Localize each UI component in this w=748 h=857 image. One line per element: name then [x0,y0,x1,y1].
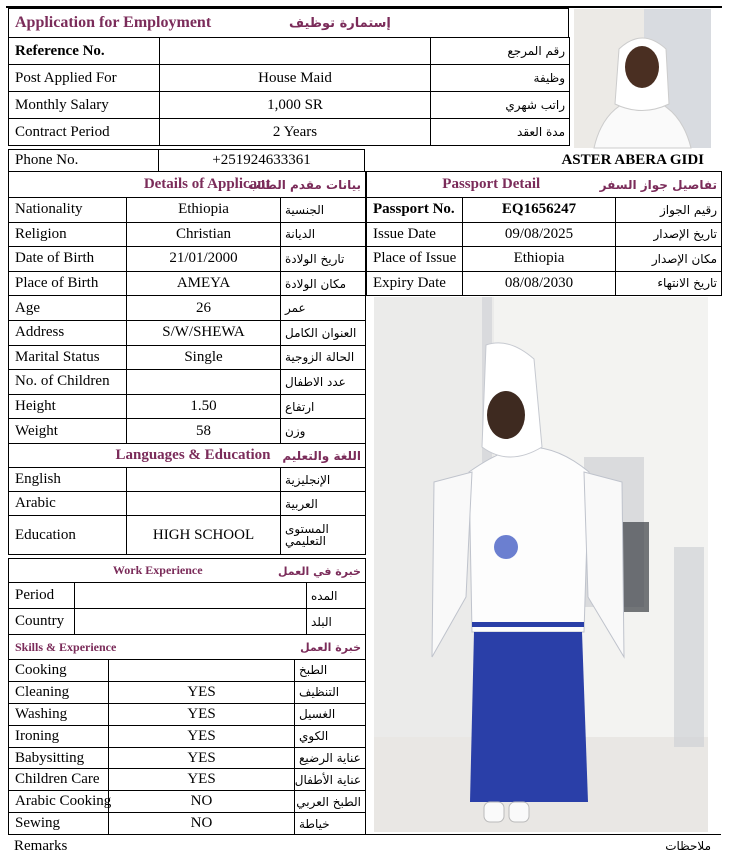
skills-row [9,681,366,703]
languages-label-ar: العربية [281,492,366,516]
details-label-ar: مكان الولادة [281,271,366,296]
applicant-photo-portrait [574,9,711,148]
details-value: Ethiopia [127,198,281,223]
skills-value: YES [109,769,295,791]
top-info-value: House Maid [160,65,431,92]
skills-label-ar: الطبخ [295,660,366,682]
passport-value: 09/08/2025 [463,222,616,247]
top-info-label: Post Applied For [9,65,160,92]
top-info-label-ar: رقم المرجع [431,38,570,65]
applicant-name: ASTER ABERA GIDI [561,152,704,168]
details-label: Place of Birth [9,271,127,296]
top-info-table [8,37,570,146]
passport-row [367,271,722,296]
skills-table [8,634,366,835]
work-row [9,609,366,635]
languages-value [127,492,281,516]
skills-value: YES [109,747,295,769]
header-title-en: Application for Employment [9,9,290,38]
details-value: AMEYA [127,271,281,296]
details-row [9,198,366,223]
languages-title-ar: اللغة والتعليم [281,444,366,468]
details-value [127,370,281,395]
details-label: Height [9,394,127,419]
skills-title-en: Skills & Experience [9,635,295,660]
details-row [9,271,366,296]
languages-label: Arabic [9,492,127,516]
passport-label: Place of Issue [367,247,463,272]
skills-value: NO [109,813,295,835]
skills-row [9,660,366,682]
remarks-row [8,834,721,856]
phone-table [8,149,365,172]
work-value [75,609,307,635]
passport-label-ar: مكان الإصدار [616,247,722,272]
top-info-value [160,38,431,65]
passport-label-ar: تاريخ الانتهاء [616,271,722,296]
details-label: Weight [9,419,127,444]
passport-row [367,222,722,247]
remarks-label-ar: ملاحظات [665,839,711,853]
top-info-label-ar: راتب شهري [431,92,570,119]
passport-label: Issue Date [367,222,463,247]
remarks-label: Remarks [14,838,68,854]
work-table [8,558,366,635]
details-value: Single [127,345,281,370]
skills-label: Ironing [9,725,109,747]
top-info-label: Contract Period [9,119,160,146]
phone-value: +251924633361 [159,150,365,172]
phone-label: Phone No. [9,150,159,172]
languages-value: HIGH SCHOOL [127,516,281,555]
details-label: Address [9,320,127,345]
languages-row [9,492,366,516]
details-value: 58 [127,419,281,444]
details-label: Nationality [9,198,127,223]
top-info-value: 2 Years [160,119,431,146]
passport-value: Ethiopia [463,247,616,272]
work-title-en: Work Experience [9,559,307,583]
top-info-label: Reference No. [9,38,160,65]
skills-row [9,791,366,813]
work-label: Period [9,583,75,609]
top-info-row [9,65,570,92]
skills-label: Cleaning [9,681,109,703]
skills-label-ar: الطبخ العربي [295,791,366,813]
details-table [8,171,366,444]
details-label-ar: تاريخ الولادة [281,247,366,272]
details-label: No. of Children [9,370,127,395]
skills-row [9,813,366,835]
details-row [9,222,366,247]
top-border [6,0,722,8]
details-row [9,370,366,395]
languages-label-ar: المستوى التعليمي [281,516,366,555]
skills-row [9,703,366,725]
top-info-label-ar: مدة العقد [431,119,570,146]
skills-label-ar: خياطة [295,813,366,835]
passport-title-en: Passport Detail [367,172,616,198]
work-label-ar: البلد [307,609,366,635]
skills-label: Sewing [9,813,109,835]
skills-row [9,747,366,769]
details-value: S/W/SHEWA [127,320,281,345]
details-label-ar: العنوان الكامل [281,320,366,345]
details-value: 26 [127,296,281,321]
details-label: Religion [9,222,127,247]
passport-label: Expiry Date [367,271,463,296]
languages-label: Education [9,516,127,555]
details-label-ar: وزن [281,419,366,444]
skills-label: Cooking [9,660,109,682]
details-value: Christian [127,222,281,247]
passport-label: Passport No. [367,198,463,223]
skills-value: YES [109,703,295,725]
details-label-ar: الحالة الزوجية [281,345,366,370]
details-label: Age [9,296,127,321]
work-row [9,583,366,609]
languages-label: English [9,468,127,492]
skills-value: YES [109,725,295,747]
skills-title-ar: خبرة العمل [295,635,366,660]
top-info-label: Monthly Salary [9,92,160,119]
details-row [9,394,366,419]
top-info-row [9,38,570,65]
skills-row [9,725,366,747]
work-value [75,583,307,609]
languages-row [9,468,366,492]
details-title-ar: بيانات مقدم الطلب [281,172,366,198]
header-table [8,8,569,38]
top-info-row [9,119,570,146]
passport-value: EQ1656247 [463,198,616,223]
passport-title-ar: تفاصيل جواز السفر [616,172,722,198]
skills-label: Arabic Cooking [9,791,109,813]
details-row [9,247,366,272]
languages-row [9,516,366,555]
top-info-label-ar: وظيفة [431,65,570,92]
skills-value: NO [109,791,295,813]
header-title-ar: إستمارة توظيف [289,9,569,38]
passport-row [367,247,722,272]
details-value: 21/01/2000 [127,247,281,272]
languages-value [127,468,281,492]
top-info-value: 1,000 SR [160,92,431,119]
details-row [9,345,366,370]
skills-label-ar: التنظيف [295,681,366,703]
work-title-ar: خبرة في العمل [307,559,366,583]
details-label-ar: الجنسية [281,198,366,223]
details-label-ar: ارتفاع [281,394,366,419]
details-value: 1.50 [127,394,281,419]
passport-row [367,198,722,223]
details-row [9,320,366,345]
passport-table [366,171,722,296]
details-label-ar: عدد الاطفال [281,370,366,395]
skills-label: Babysitting [9,747,109,769]
details-label: Date of Birth [9,247,127,272]
top-info-row [9,92,570,119]
details-label: Marital Status [9,345,127,370]
applicant-photo-full [374,297,708,832]
skills-value: YES [109,681,295,703]
passport-value: 08/08/2030 [463,271,616,296]
skills-label-ar: عناية الأطفال [295,769,366,791]
skills-value [109,660,295,682]
passport-label-ar: تاريخ الإصدار [616,222,722,247]
work-label: Country [9,609,75,635]
passport-label-ar: رقيم الجواز [616,198,722,223]
skills-row [9,769,366,791]
work-label-ar: المده [307,583,366,609]
languages-title-en: Languages & Education [9,444,281,468]
details-label-ar: الديانة [281,222,366,247]
languages-table [8,443,366,555]
skills-label-ar: الكوي [295,725,366,747]
skills-label: Washing [9,703,109,725]
details-row [9,419,366,444]
skills-label-ar: عناية الرضيع [295,747,366,769]
languages-label-ar: الإنجليزية [281,468,366,492]
skills-label-ar: الغسيل [295,703,366,725]
details-row [9,296,366,321]
details-title-en: Details of Applicant [9,172,281,198]
details-label-ar: عمر [281,296,366,321]
skills-label: Children Care [9,769,109,791]
